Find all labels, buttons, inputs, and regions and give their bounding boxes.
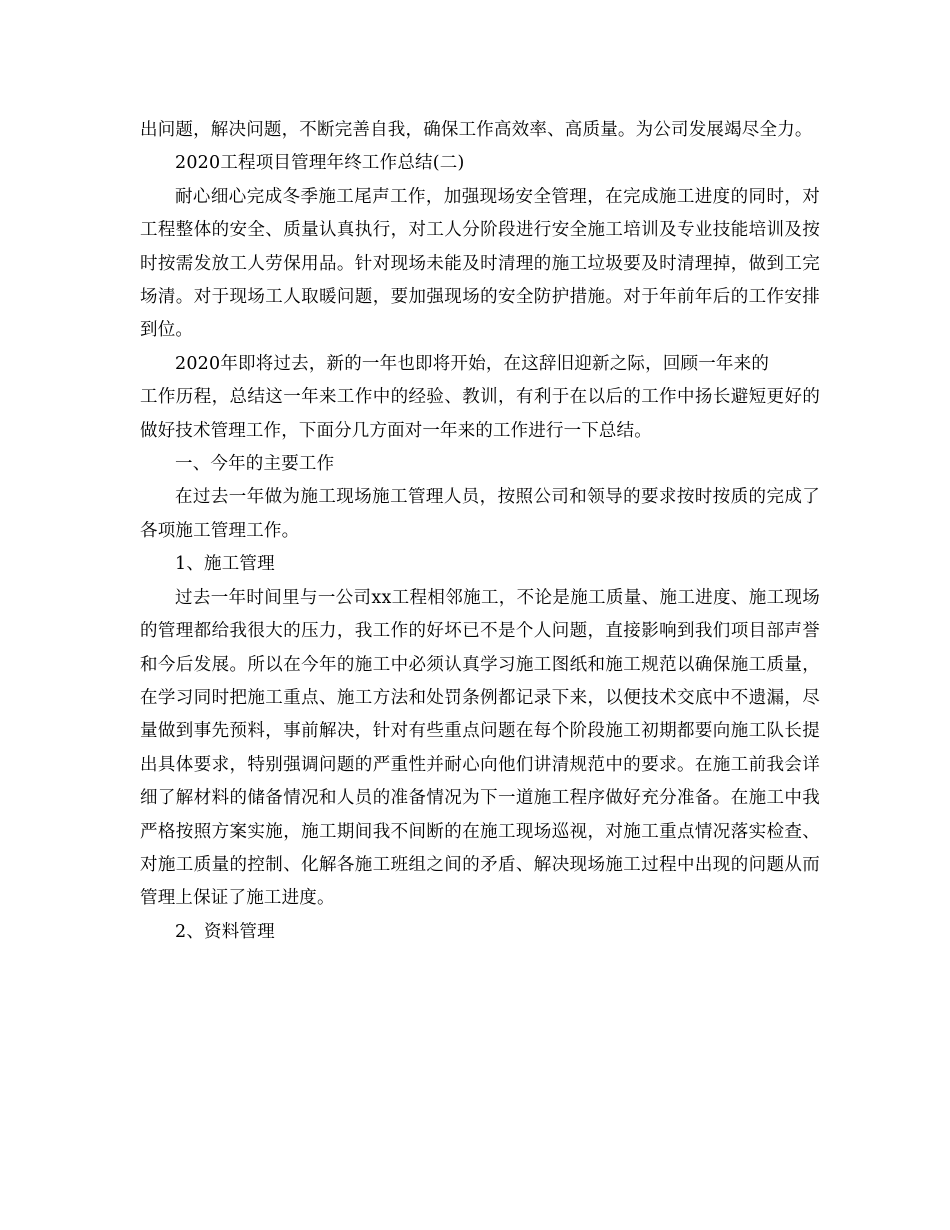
heading-construction-management: 1、施工管理 (175, 554, 275, 575)
paragraph-winter-construction: 耐心细心完成冬季施工尾声工作，加强现场安全管理，在完成施工进度的同时，对工程整体的安全、质量认真执行，对工人分阶段进行安全施工培训及专业技能培训及按时按需发放工人劳保用品。针对现场未能及时清理的施工垃圾要及时清理掉，做到工完场清。对于现场工人取暖问题，要加强现场的安全防护措施。对于年前年后的工作安排到位。 (140, 186, 820, 341)
document-body (140, 114, 820, 949)
paragraph-year-intro: 2020年即将过去，新的一年也即将开始，在这辞旧迎新之际，回顾一年来的 (175, 353, 770, 374)
paragraph-continuation: 出问题，解决问题，不断完善自我，确保工作高效率、高质量。为公司发展竭尽全力。 (140, 120, 813, 140)
paragraph-main-work: 在过去一年做为施工现场施工管理人员，按照公司和领导的要求按时按质的完成了各项施工管理工作。 (140, 487, 820, 541)
paragraph-year-intro-continued: 工作历程，总结这一年来工作中的经验、教训，有利于在以后的工作中扬长避短更好的做好技术管理工作，下面分几方面对一年来的工作进行一下总结。 (140, 387, 820, 441)
heading-document-management: 2、资料管理 (175, 921, 275, 942)
paragraph-construction-management: 过去一年时间里与一公司xx工程相邻施工，不论是施工质量、施工进度、施工现场的管理都给我很大的压力，我工作的好坏已不是个人问题，直接影响到我们项目部声誉和今后发展。所以在今年的施工中必须认真学习施工图纸和施工规范以确保施工质量，在学习同时把施工重点、施工方法和处罚条例都记录下来，以便技术交底中不遗漏，尽量做到事先预料，事前解决，针对有些重点问题在每个阶段施工初期都要向施工队长提出具体要求，特别强调问题的严重性并耐心向他们讲清规范中的要求。在施工前我会详细了解材料的储备情况和人员的准备情况为下一道施工程序做好充分准备。在施工中我严格按照方案实施，施工期间我不间断的在施工现场巡视，对施工重点情况落实检查、对施工质量的控制、化解各施工班组之间的矛盾、解决现场施工过程中出现的问题从而管理上保证了施工进度。 (140, 587, 820, 909)
heading-main-work: 一、今年的主要工作 (175, 454, 335, 475)
section-title: 2020工程项目管理年终工作总结(二) (175, 153, 465, 174)
